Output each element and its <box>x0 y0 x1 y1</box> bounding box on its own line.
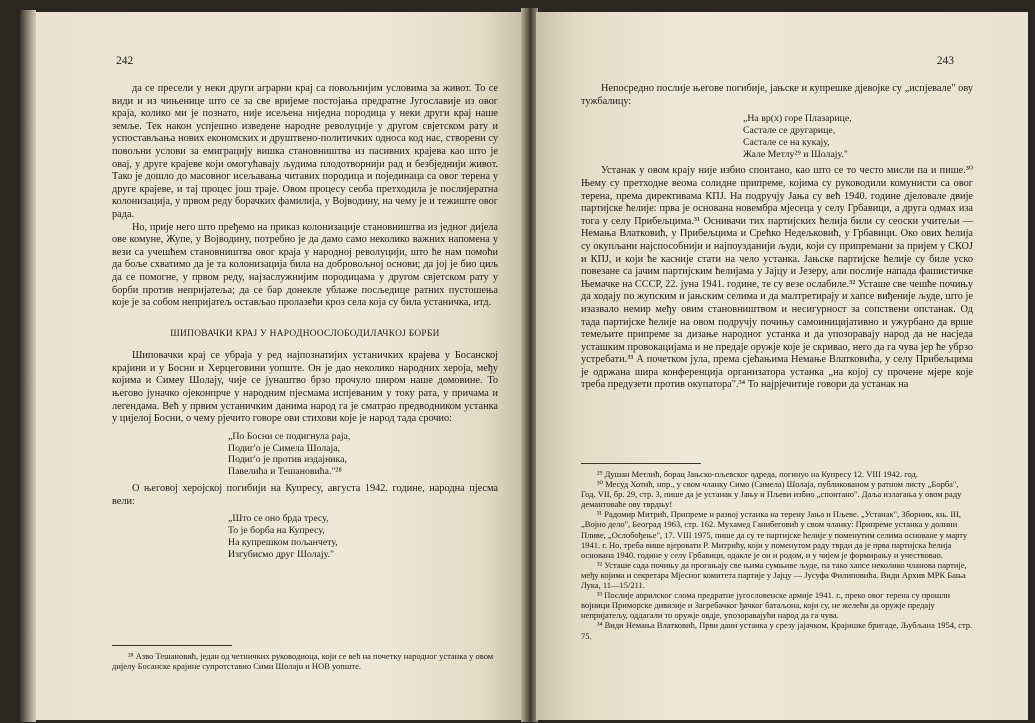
left-page-body <box>112 83 498 565</box>
paragraph: Шиповачки крај се убраја у ред најпознатијих устаничких крајева у Босанској крајини и у Босни и Херцеговини уопште. Он је дао неколико народних хероја, међу којима и Симеу Шолају, чије се јунаштво брзо прочуло широм наше домовине. То његово јуначко ојеконпрче у народним пјесмама испјеваним у току рата, у причама и легендама. Већ у првим устаничким данима народ га је сматрао предводником устанка у цијелој Босни, о чему рјечито говоре ови стихови које је народ тада срочио: <box>112 350 498 425</box>
footnote: ³¹ Радомир Митрић, Припреме и развој устанка на терену Јања и Пљеве. „Устанак", Зборник, књ. III, „Војно дело", Београд 1963, стр. 162. Мухамед Ганибеговић у свом чланку: Припреме устанка у долини Пливе, „Ослобођење", 17. VIII 1975, пише да су те партијске ћелије у поменутим селима основане у марту 1941. г. Но, треба више вјеровати Р. Митрићу, који у поменутом раду тврди да је прва партијска ћелија основана 1940. године у селу Грбавици, одакле је он и родом, и у чијем је формирању и учествовао. <box>581 509 968 560</box>
verse <box>228 513 498 560</box>
paragraph: да се пресели у неки други аграрни крај са повољнијим условима за живот. То се види и из чињенице што се за све вријеме постојања предратне Југославије из овог краја, колико ми је познато, није исељена ниједна породица у неки други крај наше земље. Тек након успјешно изведене народне револуције у другом свјетском рату и успостављања нових економских и друштвено-политичких односа код нас, створени су повољни услови за емиграцију вишка становништва из пасивних крајева као што је овај, у друге крајеве који омогућавају људима плодотворнији рад и безбједнији живот. Тако је дошло до масовног исељавања читавих породица и појединаца са овог терена у друге крајеве, и тај процес још траје. Овом процесу сеоба претходила је послијератна колонизација, у првом реду борачких фамилија, у Војводину, на чему је и тежиште овог рада. <box>112 83 498 220</box>
footnote-rule <box>112 645 232 646</box>
paragraph: О његовој херојској погибији на Купресу, августа 1942. године, народна пјесма вели: <box>112 483 498 507</box>
left-page <box>36 12 523 720</box>
verse <box>743 113 973 160</box>
verse-line: Подиг'о је Симела Шолаја, <box>228 442 340 454</box>
right-page <box>536 12 1028 720</box>
book-edge <box>20 10 36 722</box>
paragraph: Непосредно послије његове погибије, јањске и купрешке дјевојке су „испјевале" ову тужбалицу: <box>581 83 973 107</box>
footnote: ³² Усташе сада почињу да прогањају све њима сумњиве људе, па тако хапсе неколико чланова партије, међу којима и секретара Мјесног комитета партије у Јајцу — Јусуфа Филиповића. Види Архив МРК Бања Лука, 11—15/211. <box>581 559 967 591</box>
footnotes <box>112 636 498 671</box>
verse-line: Жале Метлу²⁹ и Шолају." <box>743 148 848 160</box>
section-heading: ШИПОВАЧКИ КРАЈ У НАРОДНООСЛОБОДИЛАЧКОЈ БОРБИ <box>170 328 440 339</box>
footnote: ²⁹ Душан Метлић, борац Јањско-пљевског одреда, погинуо на Купресу 12. VIII 1942. год. <box>597 469 918 479</box>
page-number: 243 <box>936 55 954 67</box>
footnotes <box>581 454 973 641</box>
verse-line: Подиг'о је против издајника, <box>228 454 347 466</box>
paragraph: Но, прије него што пређемо на приказ колонизације становништва из једног дијела ове комуне, Жупе, у Војводину, потребно је да дамо само неколико важних напомена у вези са учешћем становништва овог краја у народној револуцији, што ће нам помоћи да боље схватимо да је та колонизација била на добровољној основи; да јој је био циљ да се помогне, у првом реду, најзаслужнијим породицама у другом свјетском рату у борби против непријатеља; да се бар донекле ублаже посљедице ратних пустошења које је за собом непријатељ остављао пролазећи кроз села која су била устаничка, итд. <box>112 221 498 309</box>
footnote: ³⁴ Види Немања Влатковић, Први дани устанка у срезу јајачком, Крајишке бригаде, Љубљана 1954, стр. 75. <box>581 620 973 641</box>
footnote: ³⁰ Месуд Хотић, нпр., у свом чланку Симо (Симела) Шолаја, публикованом у ратном листу „Борба", Год. VII, бр. 29, стр. 3, пише да је устанак у Јању и Пљеви избио „спонтано". Даља излагања у овом раду демантоваће ову тврдњу! <box>581 479 962 510</box>
paragraph: Устанак у овом крају није избио спонтано, као што се то често мисли па и пише.³⁰ Њему су претходне веома солидне припреме, којима су руководили комунисти са овог терена, према директивама КПЈ. На подручју Јања су већ 1940. године дјеловале двије партијске ћелије: прва је основана новембра мјесеца у селу Грбавици, а друга одмах иза тога у селу Прибељцима.³¹ Оснивачи тих партијских ћелија били су сеоски учитељи — Немања Влатковић, у Прибељцима и Срећко Недељковић, у Грбавици. Око ових ћелија су окупљани најспособнији и најпоузданији људи, који су припремани за пријем у СКОЈ и КПЈ, и који ће касније стати на чело устанка. Јањске партијске ћелије су биле уско повезане са јачим партијским ћелијама у Јајцу и Језеру, али послије напада фашистичке Њемачке на СССР, 22. јуна 1941. године, те су везе ослабиле.³² Усташе све чешће почињу да ходају по жупским и јањским селима и да малтретирају и хапсе виђеније људе, што је изазвало немир међу овим становништвом и несигурност за сопствени опстанак. Од тада партијске ћелије на овом подручју почињу самоиницијативно и ужурбано да врше темељите припреме за дизање народног устанка и да упозоравају народ да не насједа усташким провокацијама и не предаје оружје које је скривао, него да га чува јер ће убрзо устребати.³³ А почетком јула, према сјећањима Немање Влатковића, у селу Прибељцима је одржана шира конференција организатора устанка „на којој су прочене мјере које треба предузети против окупатора".³⁴ То најрјечитије говори да устанак на <box>581 165 973 391</box>
verse-line: Изгубисмо друг Шолају." <box>228 548 334 560</box>
footnote: ³³ Послије априлског слома предратне југословенске армије 1941. г., преко овог терена су прошли војници Приморске дивизије и Загребачког ђачког батаљона, који су, не желећи да оружје предају непријатељу, оддагали то оружје овдје, упозоравајући народ да га чува. <box>581 590 951 621</box>
verse-line: „Што се оно брда тресу, <box>228 513 329 525</box>
verse-line: Састале се другарице, <box>743 124 836 136</box>
footnote: ²⁸ Азво Тешановић, један од четничких руководиоца, који се већ на почетку народног устанка у овом дијелу Босанске крајине супротставио Сими Шолаји и НОВ уопште. <box>112 651 494 672</box>
verse-line: „На вр(х) горе Плазарице, <box>743 113 852 125</box>
verse-line: На купрешком пољанчету, <box>228 536 338 548</box>
verse-line: „По Босни се подигнула раја, <box>228 430 351 442</box>
right-page-body <box>581 83 973 392</box>
verse-line: То је борба на Купресу, <box>228 525 325 537</box>
page-number: 242 <box>116 55 134 67</box>
verse-line: Павелића и Тешановића."²⁸ <box>228 466 342 478</box>
verse <box>228 431 498 478</box>
verse-line: Састале се на кукају, <box>743 136 830 148</box>
footnote-rule <box>581 463 701 464</box>
